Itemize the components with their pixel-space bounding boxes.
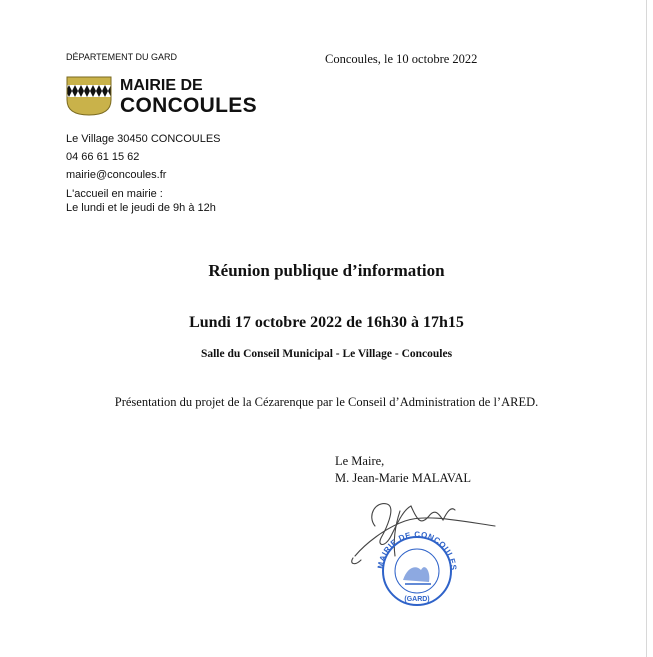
stamp-text-top: MAIRIE DE CONCOULES [375, 529, 459, 571]
svg-text:MAIRIE DE CONCOULES [376, 530, 458, 571]
signatory-name: M. Jean-Marie MALAVAL [335, 471, 471, 485]
date-line: Concoules, le 10 octobre 2022 [325, 52, 478, 66]
opening-hours [66, 187, 216, 215]
meeting-datetime: Lundi 17 octobre 2022 de 16h30 à 17h15 [189, 314, 464, 331]
mayor-signature-stamp [345, 476, 505, 606]
presentation-text: Présentation du projet de la Cézarenque par le Conseil d’Administration de l’ARED. [114, 395, 539, 409]
mairie-title-line2: CONCOULES [120, 94, 257, 117]
meeting-location: Salle du Conseil Municipal - Le Village - Concoules [200, 348, 453, 360]
address: Le Village 30450 CONCOULES [66, 133, 221, 145]
opening-hours-line1: L'accueil en mairie : [66, 188, 163, 200]
phone-number: 04 66 61 15 62 [66, 151, 140, 163]
coat-of-arms-icon [66, 76, 112, 116]
stamp-text-bottom: (GARD) [404, 596, 430, 603]
document-title: Réunion publique d’information [208, 261, 445, 280]
opening-hours-line2: Le lundi et le jeudi de 9h à 12h [66, 202, 216, 214]
signatory-role: Le Maire, [335, 454, 385, 468]
department-label: DÉPARTEMENT DU GARD [66, 52, 178, 62]
mairie-title-line1: MAIRIE DE [120, 77, 203, 94]
email-address: mairie@concoules.fr [66, 169, 167, 181]
